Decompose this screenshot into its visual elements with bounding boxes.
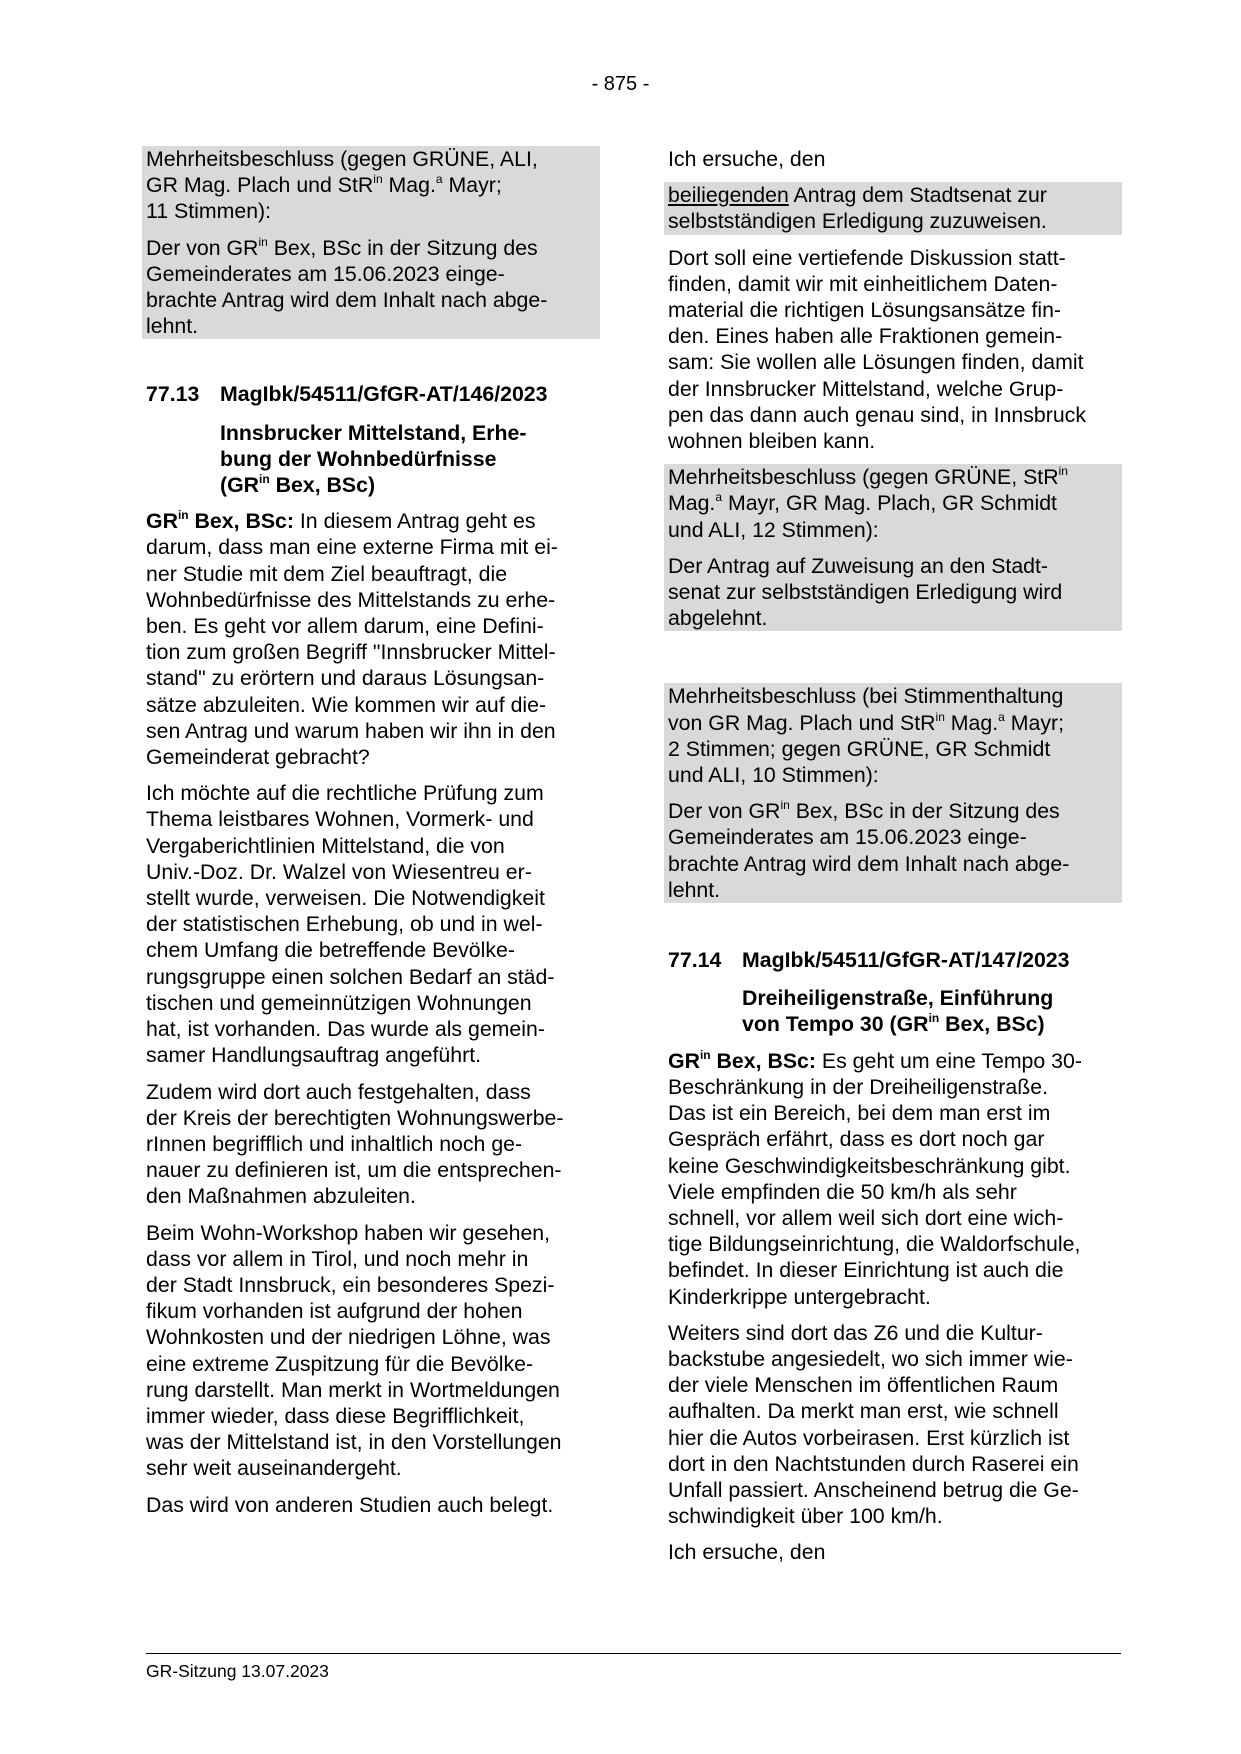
speech-paragraph-7: Weiters sind dort das Z6 und die Kultur- backstube angesiedelt, wo sich immer wie- der viele Menschen im öffentlichen Raum aufhalten. Da merkt man erst, wie schnell hier die Autos vorbeirasen. Erst kürzlich ist dort in den Nachtstunden durch Raserei ein Unfall passiert. Anscheinend betrug die Ge- schwindigkeit über 100 km/h. — [668, 1320, 1079, 1529]
decision-block-1 — [142, 146, 600, 339]
decision-1-vote: Mehrheitsbeschluss (gegen GRÜNE, ALI, GR Mag. Plach und StR$^{in}$ Mag.$^a$ Mayr; 11 Stimmen): — [146, 147, 538, 224]
section-number: 77.13 — [146, 382, 200, 407]
section-77-13-title: Innsbrucker Mittelstand, Erhe- bung der Wohnbedürfnisse ($GR^{in}$ Bex, BSc) — [220, 420, 527, 498]
speech-paragraph-1: $GR^{in}$ Bex, BSc: In diesem Antrag geht es darum, dass man eine externe Firma mit ei- ner Studie mit dem Ziel beauftragt, die Wohnbedürfnisse des Mittelstands zu erhe- ben. Es geht vor allem darum, eine Defini- tion zum großen Begriff "Innsbrucker Mittel- stand" zu erörtern und daraus Lösungsan- sätze abzuleiten. Wie kommen wir auf die- sen Antrag und warum haben wir ihn in den Gemeinderat gebracht? — [146, 508, 558, 770]
footer-session-date: GR-Sitzung 13.07.2023 — [146, 1661, 329, 1681]
right-column — [668, 146, 1126, 1566]
speech-paragraph-3: Zudem wird dort auch festgehalten, dass der Kreis der berechtigten Wohnungswerbe- rInnen begrifflich und inhaltlich noch ge- nauer zu definieren ist, um die entsprechen- den Maßnahmen abzuleiten. — [146, 1079, 564, 1209]
speech-paragraph-4: Beim Wohn-Workshop haben wir gesehen, dass vor allem in Tirol, und noch mehr in der Stadt Innsbruck, ein besonderes Spezi- fikum vorhanden ist aufgrund der hohen Wohnkosten und der niedrigen Löhne, was eine extreme Zuspitzung für die Bevölke- rung darstellt. Man merkt in Wortmeldungen immer wieder, dass diese Begrifflichkeit, was der Mittelstand ist, in den Vorstellungen sehr weit auseinandergeht. — [146, 1220, 562, 1481]
section-77-14-title: Dreiheiligenstraße, Einführung von Tempo 30 ($GR^{in}$ Bex, BSc) — [742, 986, 1054, 1037]
section-code: MagIbk/54511/GfGR-AT/146/2023 — [220, 382, 548, 407]
motion-text: beiliegenden Antrag dem Stadtsenat zur selbstständigen Erledigung zuzuweisen. — [668, 183, 1047, 234]
decision-3-vote: Mehrheitsbeschluss (bei Stimmenthaltung von GR Mag. Plach und StR$^{in}$ Mag.$^a$ Mayr; 2 Stimmen; gegen GRÜNE, GR Schmidt und ALI, 10 Stimmen): — [668, 684, 1064, 788]
motion-intro: Ich ersuche, den — [668, 147, 826, 171]
speech-paragraph-2: Ich möchte auf die rechtliche Prüfung zum Thema leistbares Wohnen, Vormerk- und Vergaberichtlinien Mittelstand, die von Univ.-Doz. Dr. Walzel von Wiesentreu er- stellt wurde, verweisen. Die Notwendigkeit der statistischen Erhebung, ob und in wel- chem Umfang die betreffende Bevölke- rungsgruppe einen solchen Bedarf an städ- tischen und gemeinnützigen Wohnungen hat, ist vorhanden. Das wurde als gemein- samer Handlungsauftrag angeführt. — [146, 781, 555, 1068]
section-77-14-heading — [668, 947, 1126, 973]
section-77-13-heading — [146, 381, 604, 407]
closing-line: Ich ersuche, den — [668, 1540, 826, 1565]
left-column — [146, 146, 604, 1518]
page-number: - 875 - — [591, 73, 650, 95]
section-number: 77.14 — [668, 948, 722, 973]
motion-rationale: Dort soll eine vertiefende Diskussion statt- finden, damit wir mit einheitlichem Daten- material die richtigen Lösungsansätze fin- den. Eines haben alle Fraktionen gemein- sam: Sie wollen alle Lösungen finden, damit der Innsbrucker Mittelstand, welche Grup- pen das dann auch genau sind, in Innsbruck wohnen bleiben kann. — [668, 245, 1086, 454]
footer-divider — [146, 1653, 1121, 1654]
decision-block-2 — [664, 464, 1122, 631]
decision-3-text: Der von $GR^{in}$ Bex, BSc in der Sitzung des Gemeinderates am 15.06.2023 einge- brachte Antrag wird dem Inhalt nach abge- lehnt. — [668, 798, 1070, 902]
motion-block — [664, 182, 1122, 234]
section-code: MagIbk/54511/GfGR-AT/147/2023 — [742, 948, 1070, 973]
decision-block-3 — [664, 683, 1122, 903]
decision-2-text: Der Antrag auf Zuweisung an den Stadt- senat zur selbstständigen Erledigung wird abgelehnt. — [668, 553, 1063, 631]
speech-paragraph-6: $GR^{in}$ Bex, BSc: Es geht um eine Tempo 30- Beschränkung in der Dreiheiligenstraße. Das ist ein Bereich, bei dem man erst im Gespräch erfährt, dass es dort noch gar keine Geschwindigkeitsbeschränkung gibt. Viele empfinden die 50 km/h als sehr schnell, vor allem weil sich dort eine wich- tige Bildungseinrichtung, die Waldorfschule, befindet. In dieser Einrichtung ist auch die Kinderkrippe untergebracht. — [668, 1047, 1082, 1309]
decision-2-vote: Mehrheitsbeschluss (gegen GRÜNE, StR$^{in}$ Mag.$^a$ Mayr, GR Mag. Plach, GR Schmidt und ALI, 12 Stimmen): — [668, 464, 1068, 542]
speech-paragraph-5: Das wird von anderen Studien auch belegt. — [146, 1492, 554, 1517]
decision-1-text: Der von $GR^{in}$ Bex, BSc in der Sitzung des Gemeinderates am 15.06.2023 einge- brachte Antrag wird dem Inhalt nach abge- lehnt. — [146, 234, 548, 339]
